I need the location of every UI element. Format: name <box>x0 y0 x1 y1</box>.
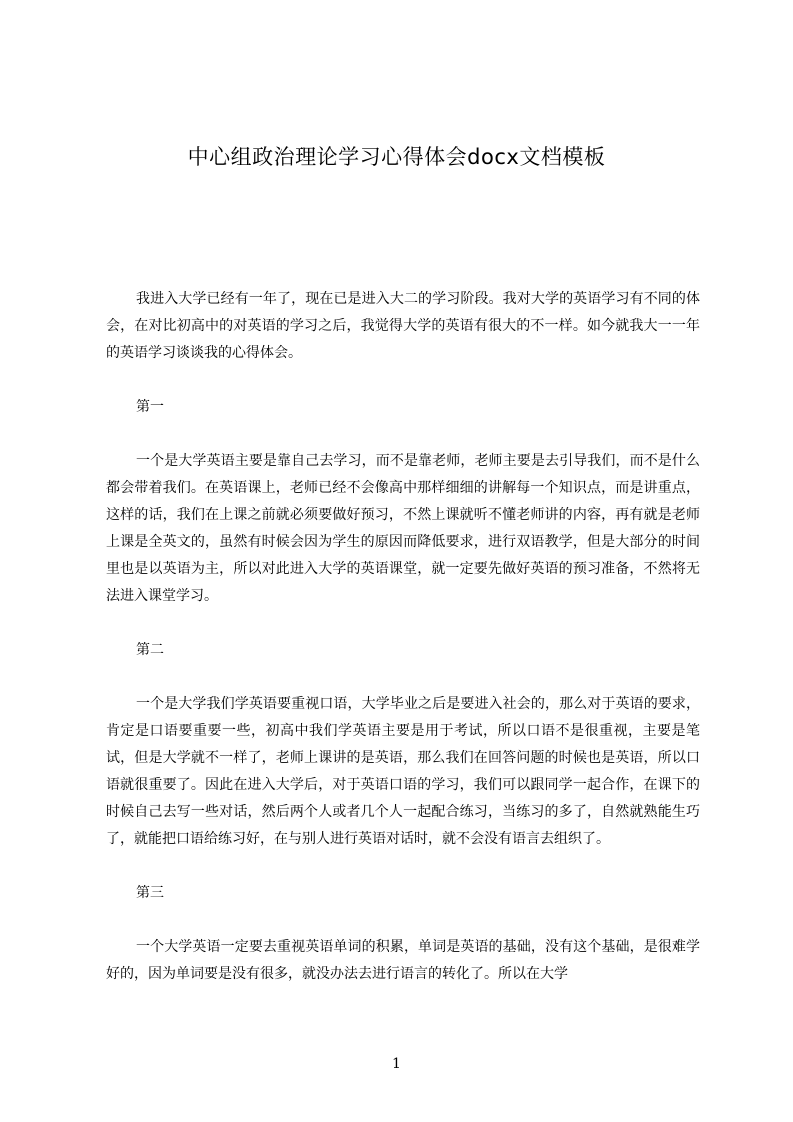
page-number: 1 <box>392 1056 401 1072</box>
paragraph-spacer <box>106 610 700 637</box>
section-heading-2: 第二 <box>136 642 164 658</box>
section-heading-1: 第一 <box>136 399 164 415</box>
section-heading-3: 第三 <box>136 885 164 901</box>
paragraph-spacer <box>106 421 700 448</box>
paragraph-spacer <box>106 367 700 394</box>
paragraph-spacer <box>106 907 700 934</box>
paragraph-spacer <box>106 853 700 880</box>
intro-paragraph: 我进入大学已经有一年了，现在已是进入大二的学习阶段。我对大学的英语学习有不同的体会，在对比初高中的对英语的学习之后，我觉得大学的英语有很大的不一样。如今就我大一一年的英语学习谈谈我的心得体会。 <box>106 291 700 361</box>
paragraph-spacer <box>106 664 700 691</box>
document-body <box>106 286 700 988</box>
document-title: 中心组政治理论学习心得体会docx文档模板 <box>187 145 606 169</box>
section-body-1: 一个是大学英语主要是靠自己去学习，而不是靠老师，老师主要是去引导我们，而不是什么都会带着我们。在英语课上，老师已经不会像高中那样细细的讲解每一个知识点，而是讲重点，这样的话，我们在上课之前就必须要做好预习，不然上课就听不懂老师讲的内容，再有就是老师上课是全英文的，虽然有时候会因为学生的原因而降低要求，进行双语教学，但是大部分的时间里也是以英语为主，所以对此进入大学的英语课堂，就一定要先做好英语的预习准备，不然将无法进入课堂学习。 <box>106 453 700 604</box>
section-body-3: 一个大学英语一定要去重视英语单词的积累，单词是英语的基础，没有这个基础，是很难学好的，因为单词要是没有很多，就没办法去进行语言的转化了。所以在大学 <box>106 939 700 982</box>
section-body-2: 一个是大学我们学英语要重视口语，大学毕业之后是要进入社会的，那么对于英语的要求，肯定是口语要重要一些，初高中我们学英语主要是用于考试，所以口语不是很重视，主要是笔试，但是大学就不一样了，老师上课讲的是英语，那么我们在回答问题的时候也是英语，所以口语就很重要了。因此在进入大学后，对于英语口语的学习，我们可以跟同学一起合作，在课下的时候自己去写一些对话，然后两个人或者几个人一起配合练习，当练习的多了，自然就熟能生巧了，就能把口语给练习好，在与别人进行英语对话时，就不会没有语言去组织了。 <box>106 696 700 847</box>
